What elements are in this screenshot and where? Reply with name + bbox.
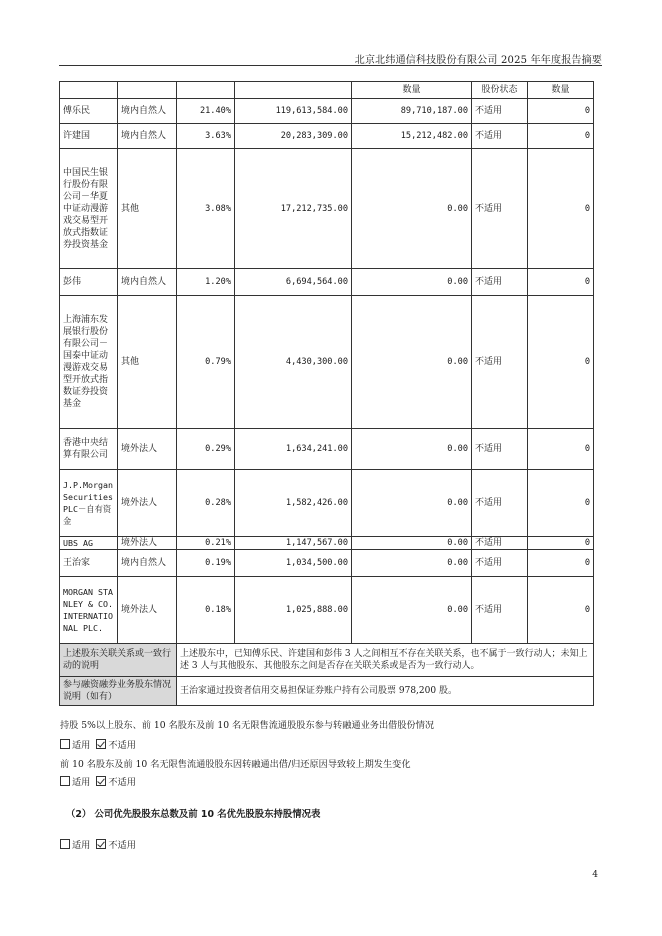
holding-percent: 0.19%	[177, 550, 235, 577]
not-applicable-checkbox-checked[interactable]	[96, 739, 106, 749]
applicable-checkbox[interactable]	[60, 839, 70, 849]
holding-percent: 0.18%	[177, 577, 235, 644]
holding-percent: 21.40%	[177, 99, 235, 124]
share-status: 不适用	[472, 149, 528, 269]
restricted-shares: 0.00	[352, 149, 472, 269]
holding-shares: 20,283,309.00	[235, 124, 352, 149]
share-status: 不适用	[472, 99, 528, 124]
restricted-shares: 0.00	[352, 577, 472, 644]
pledged-qty: 0	[528, 124, 594, 149]
margin-trading-row	[60, 677, 594, 706]
holding-percent: 1.20%	[177, 269, 235, 296]
holding-shares: 1,147,567.00	[235, 537, 352, 550]
shareholder-type: 其他	[118, 296, 177, 429]
holding-percent: 3.08%	[177, 149, 235, 269]
applicable-label: 适用	[72, 740, 91, 751]
pledged-qty: 0	[528, 149, 594, 269]
shareholder-name: MORGAN STANLEY & CO. INTERNATIONAL PLC.	[60, 577, 118, 644]
holding-percent: 0.29%	[177, 429, 235, 470]
restricted-shares: 0.00	[352, 550, 472, 577]
relation-text: 上述股东中，已知傅乐民、许建国和彭伟 3 人之间相互不存在关联关系，也不属于一致行动人；未知上述 3 人与其他股东、其他股东之间是否存在关联关系或是否为一致行动人。	[177, 644, 594, 677]
holding-percent: 0.79%	[177, 296, 235, 429]
holding-percent: 0.28%	[177, 470, 235, 537]
table-row	[60, 537, 594, 550]
shareholder-name: J.P.Morgan Securities PLC－自有资金	[60, 470, 118, 537]
not-applicable-label: 不适用	[108, 740, 136, 751]
header-pledged-qty: 数量	[528, 82, 594, 99]
shareholder-type: 境外法人	[118, 470, 177, 537]
restricted-shares: 0.00	[352, 269, 472, 296]
share-status: 不适用	[472, 296, 528, 429]
restricted-shares: 0.00	[352, 429, 472, 470]
table-row	[60, 296, 594, 429]
lending-checkbox-line	[60, 737, 136, 751]
shareholder-type: 其他	[118, 149, 177, 269]
pledged-qty: 0	[528, 470, 594, 537]
restricted-shares: 15,212,482.00	[352, 124, 472, 149]
share-status: 不适用	[472, 577, 528, 644]
share-status: 不适用	[472, 269, 528, 296]
restricted-shares: 0.00	[352, 296, 472, 429]
holding-shares: 17,212,735.00	[235, 149, 352, 269]
shareholder-name: 王治家	[60, 550, 118, 577]
pledged-qty: 0	[528, 99, 594, 124]
table-row	[60, 577, 594, 644]
page-number: 4	[592, 870, 598, 880]
share-status: 不适用	[472, 550, 528, 577]
share-status: 不适用	[472, 537, 528, 550]
report-header-title: 北京北纬通信科技股份有限公司 2025 年年度报告摘要	[354, 55, 602, 66]
header-share-status: 股份状态	[472, 82, 528, 99]
margin-trading-text: 王治家通过投资者信用交易担保证券账户持有公司股票 978,200 股。	[177, 677, 594, 706]
holding-shares: 1,034,500.00	[235, 550, 352, 577]
not-applicable-label: 不适用	[108, 840, 136, 851]
shareholder-name: 中国民生银行股份有限公司－华夏中证动漫游戏交易型开放式指数证券投资基金	[60, 149, 118, 269]
not-applicable-checkbox-checked[interactable]	[96, 776, 106, 786]
pledged-qty: 0	[528, 296, 594, 429]
change-checkbox-line	[60, 774, 136, 788]
holding-shares: 1,634,241.00	[235, 429, 352, 470]
relation-label: 上述股东关联关系或一致行动的说明	[60, 644, 177, 677]
shareholder-type: 境内自然人	[118, 269, 177, 296]
header-restricted-qty: 数量	[352, 82, 472, 99]
lending-disclosure-text: 持股 5%以上股东、前 10 名股东及前 10 名无限售流通股股东参与转融通业务出借股份情况	[60, 720, 435, 731]
restricted-shares: 0.00	[352, 537, 472, 550]
applicable-label: 适用	[72, 840, 91, 851]
holding-shares: 4,430,300.00	[235, 296, 352, 429]
holding-shares: 6,694,564.00	[235, 269, 352, 296]
shareholder-name: 彭伟	[60, 269, 118, 296]
not-applicable-label: 不适用	[108, 777, 136, 788]
applicable-label: 适用	[72, 777, 91, 788]
restricted-shares: 89,710,187.00	[352, 99, 472, 124]
holding-percent: 0.21%	[177, 537, 235, 550]
shareholder-type: 境内自然人	[118, 550, 177, 577]
holding-shares: 1,582,426.00	[235, 470, 352, 537]
shareholder-name: 许建国	[60, 124, 118, 149]
table-row	[60, 429, 594, 470]
shareholder-type: 境内自然人	[118, 99, 177, 124]
not-applicable-checkbox-checked[interactable]	[96, 839, 106, 849]
applicable-checkbox[interactable]	[60, 739, 70, 749]
pledged-qty: 0	[528, 429, 594, 470]
holding-shares: 119,613,584.00	[235, 99, 352, 124]
applicable-checkbox[interactable]	[60, 776, 70, 786]
holding-percent: 3.63%	[177, 124, 235, 149]
pledged-qty: 0	[528, 269, 594, 296]
shareholder-type: 境外法人	[118, 429, 177, 470]
table-row	[60, 269, 594, 296]
table-header-row	[60, 82, 594, 99]
shareholder-type: 境外法人	[118, 577, 177, 644]
share-status: 不适用	[472, 124, 528, 149]
pledged-qty: 0	[528, 577, 594, 644]
share-status: 不适用	[472, 429, 528, 470]
shareholder-name: 上海浦东发展银行股份有限公司－国泰中证动漫游戏交易型开放式指数证券投资基金	[60, 296, 118, 429]
shareholder-type: 境外法人	[118, 537, 177, 550]
table-row	[60, 550, 594, 577]
margin-trading-label: 参与融资融券业务股东情况说明（如有）	[60, 677, 177, 706]
header-divider	[59, 65, 602, 66]
shareholder-name: 傅乐民	[60, 99, 118, 124]
shareholder-name: UBS AG	[60, 537, 118, 550]
table-row	[60, 99, 594, 124]
table-row	[60, 124, 594, 149]
relation-row	[60, 644, 594, 677]
shareholder-type: 境内自然人	[118, 124, 177, 149]
share-status: 不适用	[472, 470, 528, 537]
pledged-qty: 0	[528, 550, 594, 577]
table-row	[60, 149, 594, 269]
shareholder-table	[59, 81, 594, 706]
lending-change-text: 前 10 名股东及前 10 名无限售流通股股东因转融通出借/归还原因导致较上期发生变化	[60, 759, 411, 770]
table-row	[60, 470, 594, 537]
holding-shares: 1,025,888.00	[235, 577, 352, 644]
preferred-checkbox-line	[60, 837, 136, 851]
preferred-shareholders-heading: （2） 公司优先股股东总数及前 10 名优先股股东持股情况表	[66, 809, 321, 820]
shareholder-name: 香港中央结算有限公司	[60, 429, 118, 470]
pledged-qty: 0	[528, 537, 594, 550]
restricted-shares: 0.00	[352, 470, 472, 537]
